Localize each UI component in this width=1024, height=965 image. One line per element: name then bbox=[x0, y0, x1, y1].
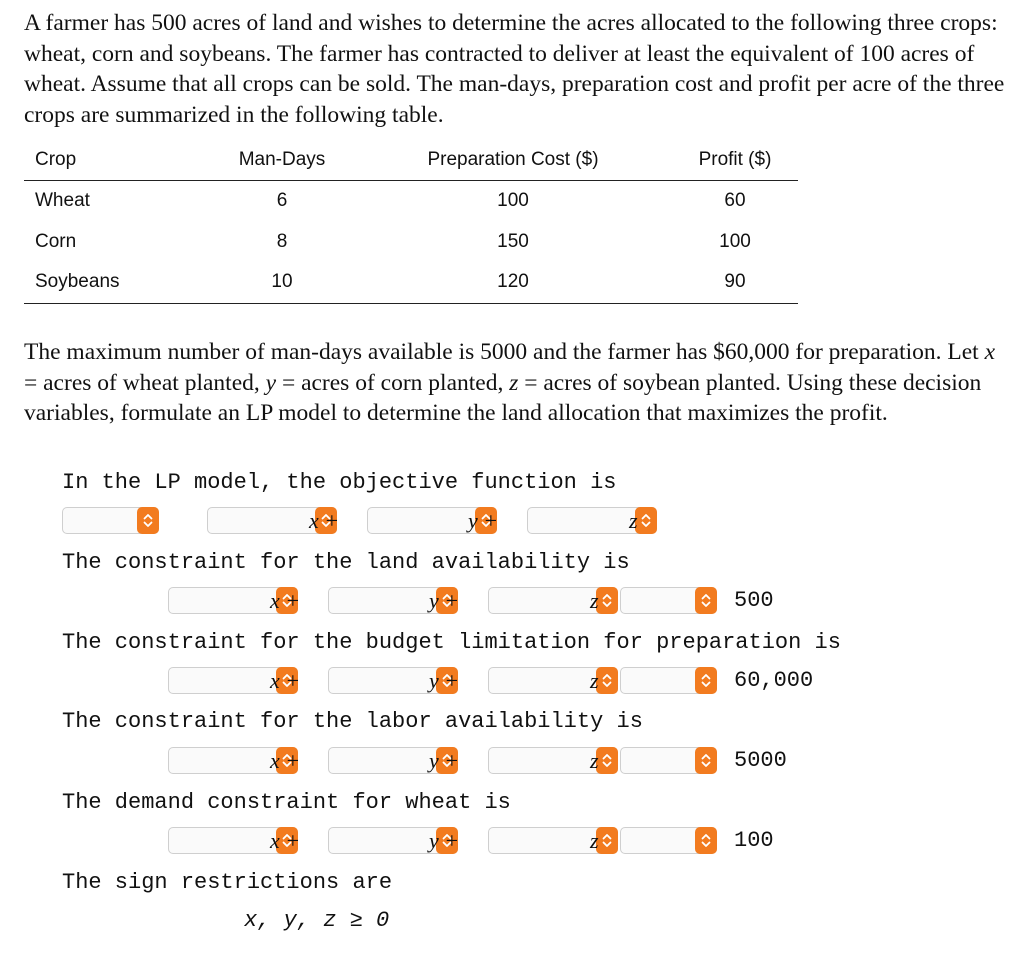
cell-preparation-cost: 150 bbox=[497, 230, 529, 252]
decision-variables-paragraph bbox=[24, 337, 1014, 429]
cell-man-days: 8 bbox=[276, 230, 288, 252]
para-text: The maximum number of man-days available is 5000 and the farmer has $60,000 for preparation. Let bbox=[24, 339, 985, 365]
cell-profit: 100 bbox=[719, 230, 751, 252]
demand-constraint-prompt: The demand constraint for wheat is bbox=[62, 790, 511, 815]
term-z-text: z bbox=[590, 588, 599, 613]
term-x bbox=[270, 588, 300, 616]
budget-relation-select[interactable] bbox=[620, 667, 717, 694]
cell-profit: 90 bbox=[672, 262, 798, 303]
objective-prompt: In the LP model, the objective function is bbox=[62, 470, 617, 495]
para-text: = acres of wheat planted, bbox=[24, 369, 266, 396]
up-down-chevron-icon bbox=[635, 507, 657, 534]
term-y bbox=[429, 828, 459, 856]
cell-preparation-cost: 100 bbox=[497, 190, 529, 212]
cell-man-days: 6 bbox=[276, 190, 288, 212]
term-y-text: y + bbox=[429, 828, 460, 853]
table-row bbox=[24, 181, 798, 222]
term-y bbox=[429, 668, 459, 696]
term-y bbox=[468, 508, 498, 536]
para-text: = acres of soybean planted. Using these decision variables, formulate an LP model to determine the land allocation that maximizes the profit. bbox=[24, 369, 982, 426]
labor-rhs: 5000 bbox=[734, 748, 787, 773]
term-z-text: z bbox=[590, 828, 599, 853]
term-y-text: y + bbox=[429, 668, 460, 693]
up-down-chevron-icon bbox=[137, 507, 159, 534]
term-x bbox=[270, 668, 300, 696]
budget-rhs: 60,000 bbox=[734, 668, 814, 693]
term-x-text: x + bbox=[270, 588, 301, 613]
term-z bbox=[590, 668, 599, 696]
term-z bbox=[590, 748, 599, 776]
land-relation-select[interactable] bbox=[620, 587, 717, 614]
term-z-text: z bbox=[590, 748, 599, 773]
header-profit: Profit ($) bbox=[672, 140, 798, 181]
term-z bbox=[590, 828, 599, 856]
term-x-text: x + bbox=[270, 828, 301, 853]
var-x: x bbox=[984, 339, 996, 365]
cell-crop: Corn bbox=[35, 230, 77, 252]
term-y-text: y + bbox=[429, 588, 460, 613]
sign-restrictions-prompt: The sign restrictions are bbox=[62, 870, 393, 895]
var-z: z bbox=[509, 369, 519, 396]
land-rhs: 500 bbox=[734, 588, 774, 613]
objective-direction-select[interactable] bbox=[62, 507, 159, 534]
up-down-chevron-icon bbox=[596, 827, 618, 854]
cell-crop: Soybeans bbox=[24, 262, 210, 303]
budget-constraint-prompt: The constraint for the budget limitation for preparation is bbox=[62, 630, 841, 655]
cell-profit: 60 bbox=[724, 190, 746, 212]
table-row bbox=[24, 222, 798, 263]
term-z-text: z bbox=[590, 668, 599, 693]
term-z-text: z bbox=[629, 508, 638, 533]
term-x-text: x + bbox=[270, 748, 301, 773]
table-row bbox=[24, 262, 798, 303]
term-x-text: x + bbox=[270, 668, 301, 693]
up-down-chevron-icon bbox=[695, 587, 717, 614]
para-text: = acres of corn planted, bbox=[276, 369, 510, 396]
demand-relation-select[interactable] bbox=[620, 827, 717, 854]
up-down-chevron-icon bbox=[596, 667, 618, 694]
term-x bbox=[270, 828, 300, 856]
header-man-days: Man-Days bbox=[210, 140, 354, 181]
term-y-text: y + bbox=[429, 748, 460, 773]
up-down-chevron-icon bbox=[695, 667, 717, 694]
var-y: y bbox=[265, 369, 277, 396]
term-x bbox=[309, 508, 339, 536]
up-down-chevron-icon bbox=[596, 587, 618, 614]
term-z bbox=[590, 588, 599, 616]
cell-man-days: 10 bbox=[210, 262, 354, 303]
up-down-chevron-icon bbox=[596, 747, 618, 774]
demand-rhs: 100 bbox=[734, 828, 774, 853]
up-down-chevron-icon bbox=[695, 747, 717, 774]
sign-restrictions: x, y, z ≥ 0 bbox=[244, 908, 390, 933]
term-x bbox=[270, 748, 300, 776]
land-constraint-prompt: The constraint for the land availability is bbox=[62, 550, 630, 575]
header-preparation-cost: Preparation Cost ($) bbox=[354, 140, 672, 181]
table-header-row bbox=[24, 140, 798, 181]
term-z bbox=[629, 508, 638, 536]
labor-constraint-prompt: The constraint for the labor availability is bbox=[62, 709, 643, 734]
problem-statement: A farmer has 500 acres of land and wishes to determine the acres allocated to the following three crops: wheat, corn and soybeans. The farmer has contracted to deliver at least the equivalent of 100 acres of wheat. Assume that all crops can be sold. The man-days, preparation cost and profit per acre of the three crops are summarized in the following table. bbox=[24, 10, 1005, 128]
term-y bbox=[429, 588, 459, 616]
up-down-chevron-icon bbox=[695, 827, 717, 854]
term-x-text: x + bbox=[309, 508, 340, 533]
term-y-text: y + bbox=[468, 508, 499, 533]
cell-crop: Wheat bbox=[35, 190, 90, 212]
labor-relation-select[interactable] bbox=[620, 747, 717, 774]
cell-preparation-cost: 120 bbox=[354, 262, 672, 303]
term-y bbox=[429, 748, 459, 776]
crop-data-table bbox=[24, 140, 798, 304]
header-crop: Crop bbox=[24, 140, 210, 181]
